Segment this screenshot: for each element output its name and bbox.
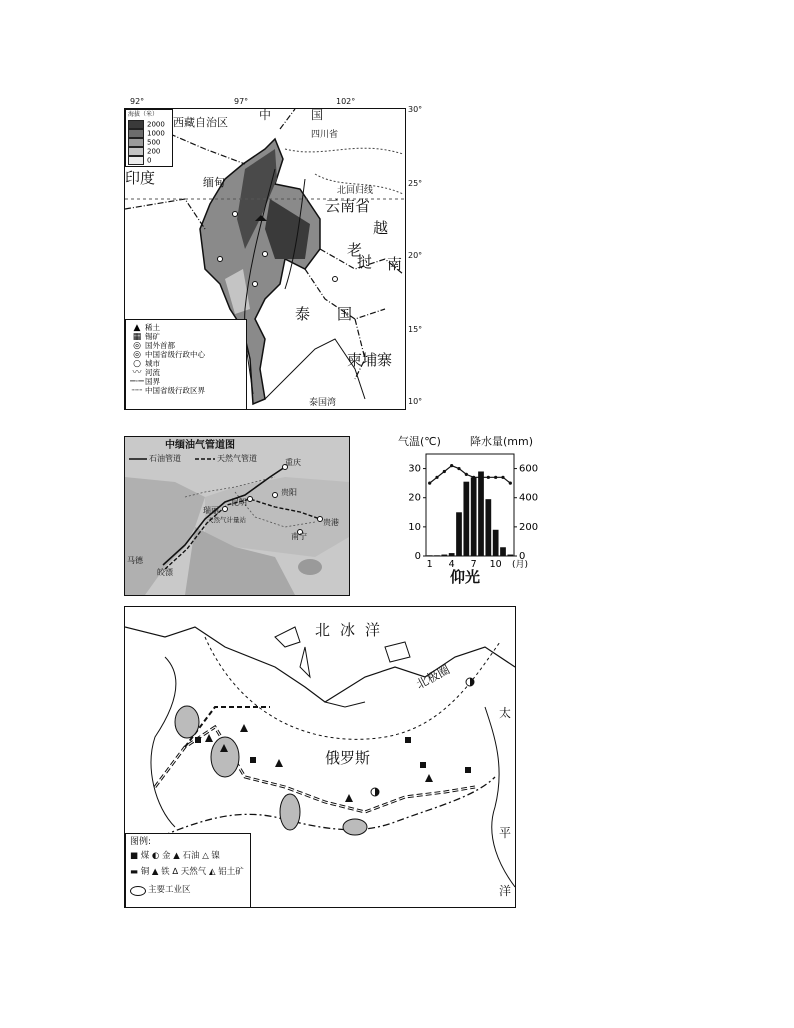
myanmar-map — [124, 108, 406, 410]
elevation-swatch — [128, 138, 144, 147]
chart-ylabel-precip: 降水量(mm) — [470, 435, 534, 448]
label-nanning: 南宁 — [291, 532, 307, 541]
temperature-point — [428, 482, 431, 485]
label-yunnan: 云南省 — [325, 197, 371, 215]
tin-icon: ▦ — [132, 332, 142, 342]
label-chongqing: 重庆 — [285, 458, 301, 467]
elevation-level-0 — [128, 120, 165, 129]
lat-label-25: 25° — [408, 179, 423, 188]
label-tropic: 北回归线 — [337, 186, 374, 196]
resource-legend-row-2: ▬ 铜 ▲ 铁 ∆ 天然气 ◭ 铝土矿 — [130, 867, 244, 877]
label-made: 马德 — [127, 556, 143, 565]
lat-label-20: 20° — [408, 251, 423, 260]
russia-map — [124, 606, 516, 908]
label-arctic-circle: 北极圈 — [413, 662, 453, 692]
label-pacific-3: 洋 — [499, 884, 512, 898]
legend-gas-pipeline: 天然气管道 — [217, 454, 257, 463]
pipeline-map-title: 中缅油气管道图 — [165, 440, 235, 451]
chart-left-tick-label: 10 — [408, 521, 421, 533]
lon-label-97: 97° — [234, 97, 249, 106]
climate-chart — [396, 432, 546, 592]
label-pacific-2: 平 — [499, 826, 512, 840]
chart-x-unit: (月) — [512, 560, 529, 570]
precip-bar — [478, 471, 484, 556]
label-cambodia: 柬埔寨 — [347, 351, 393, 369]
chart-left-tick-label: 0 — [414, 551, 421, 562]
precip-bar — [493, 530, 499, 556]
precip-bar — [507, 555, 513, 556]
map-legend-item — [129, 359, 205, 368]
map-legend-label: 中国省级行政中心 — [145, 350, 205, 359]
label-thailand-2: 国 — [337, 305, 353, 323]
label-sichuan: 四川省 — [311, 130, 339, 140]
label-guiyang: 贵阳 — [281, 488, 297, 497]
elevation-level-2 — [128, 138, 165, 147]
label-vietnam-2: 南 — [387, 255, 403, 273]
lat-label-30: 30° — [408, 105, 423, 114]
label-gas-station: 天然气计量站 — [207, 516, 246, 524]
label-guigang: 贵港 — [323, 518, 339, 527]
temperature-point — [457, 467, 460, 470]
temperature-point — [435, 476, 438, 479]
elevation-level-label: 500 — [147, 138, 161, 147]
border-icon: ─·─ — [130, 377, 144, 387]
precip-bar — [456, 512, 462, 556]
label-russia: 俄罗斯 — [325, 749, 371, 767]
chart-x-tick-label: 10 — [489, 559, 502, 570]
label-kyaukpyu: 皎漂 — [157, 568, 173, 577]
resource-legend-title: 图例: — [130, 837, 152, 847]
province-border-icon: ┈┈ — [131, 386, 143, 396]
label-arctic-ocean: 北冰洋 — [315, 621, 391, 639]
temperature-point — [479, 476, 482, 479]
river-icon: 〰 — [132, 368, 142, 378]
map-legend-item — [129, 341, 205, 350]
map-legend-item — [129, 377, 205, 386]
resource-legend — [125, 833, 251, 908]
elevation-legend-title: 海拔（米） — [128, 111, 159, 118]
elevation-level-3 — [128, 147, 165, 156]
elevation-swatch — [128, 120, 144, 129]
map-legend-item — [129, 323, 205, 332]
city-icon: ○ — [133, 359, 141, 369]
label-pacific-1: 太 — [499, 706, 512, 720]
elevation-level-1 — [128, 129, 165, 138]
capital-icon: ◎ — [133, 350, 141, 360]
map-legend-label: 城市 — [145, 359, 160, 368]
label-laos-2: 挝 — [357, 253, 373, 271]
map-legend-item — [129, 332, 205, 341]
elevation-swatch — [128, 147, 144, 156]
label-kunming: 昆明 — [231, 498, 247, 507]
label-laos-1: 老 — [347, 241, 363, 259]
chart-x-tick-label: 4 — [448, 559, 455, 570]
lat-label-15: 15° — [408, 325, 423, 334]
chart-x-tick-label: 7 — [470, 559, 477, 570]
temperature-point — [450, 464, 453, 467]
map-legend-label: 中国省级行政区界 — [145, 386, 205, 395]
temperature-point — [509, 482, 512, 485]
chart-right-tick-label: 0 — [519, 551, 526, 562]
capital-icon: ◎ — [133, 341, 141, 351]
chart-right-tick-label: 400 — [519, 492, 539, 504]
precip-bar — [485, 499, 491, 556]
label-india: 印度 — [125, 169, 156, 187]
precip-bar — [441, 555, 447, 556]
map-legend — [125, 319, 247, 410]
lon-label-92: 92° — [130, 97, 145, 106]
lat-label-10: 10° — [408, 397, 423, 406]
temperature-point — [501, 476, 504, 479]
precip-bar — [427, 555, 433, 556]
map-legend-items — [129, 323, 205, 395]
temperature-point — [443, 470, 446, 473]
label-china-2: 国 — [311, 108, 324, 122]
chart-city-label: 仰光 — [450, 568, 481, 586]
temperature-point — [472, 476, 475, 479]
precip-bar — [434, 555, 440, 556]
map-legend-label: 稀土 — [145, 323, 160, 332]
industrial-zone-icon — [130, 886, 146, 896]
precip-bar — [471, 477, 477, 556]
chart-right-tick-label: 600 — [519, 463, 539, 475]
label-china: 中 — [259, 108, 272, 122]
elevation-level-label: 2000 — [147, 120, 165, 129]
label-gulf: 泰国湾 — [309, 398, 337, 408]
map-legend-item — [129, 368, 205, 377]
pipeline-map — [124, 436, 350, 596]
map-legend-label: 锡矿 — [145, 332, 160, 341]
elevation-swatch — [128, 156, 144, 165]
label-myanmar: 缅甸 — [203, 176, 225, 189]
chart-ylabel-temp: 气温(℃) — [398, 435, 441, 448]
elevation-swatch — [128, 129, 144, 138]
elevation-legend — [125, 109, 173, 167]
map-legend-item — [129, 386, 205, 395]
legend-oil-pipeline: 石油管道 — [149, 454, 181, 463]
rare-earth-icon: ▲ — [133, 323, 141, 333]
chart-left-tick-label: 30 — [408, 463, 421, 475]
map-legend-label: 国界 — [145, 377, 160, 386]
precip-bar — [500, 547, 506, 556]
label-thailand-1: 泰 — [295, 305, 311, 323]
chart-left-tick-label: 20 — [408, 492, 421, 504]
elevation-level-label: 0 — [147, 156, 152, 165]
resource-legend-row-1: ■ 煤 ◐ 金 ▲ 石油 △ 镍 — [130, 851, 220, 861]
elevation-level-4 — [128, 156, 165, 165]
map-legend-item — [129, 350, 205, 359]
elevation-level-label: 1000 — [147, 129, 165, 138]
temperature-point — [494, 476, 497, 479]
precip-bar — [463, 482, 469, 556]
chart-right-tick-label: 200 — [519, 521, 539, 533]
map-legend-label: 国外首都 — [145, 341, 175, 350]
resource-legend-row-3: 主要工业区 — [148, 885, 191, 895]
chart-x-tick-label: 1 — [426, 559, 433, 570]
precip-bar — [449, 553, 455, 556]
elevation-level-label: 200 — [147, 147, 161, 156]
label-tibet: 西藏自治区 — [173, 116, 228, 129]
elevation-levels — [128, 120, 165, 165]
lon-label-102: 102° — [336, 97, 356, 106]
temperature-point — [465, 473, 468, 476]
label-vietnam-1: 越 — [373, 219, 389, 237]
temperature-point — [487, 476, 490, 479]
map-legend-label: 河流 — [145, 368, 160, 377]
chart-plot-area — [426, 454, 514, 556]
label-ruili: 瑞丽 — [203, 506, 219, 515]
